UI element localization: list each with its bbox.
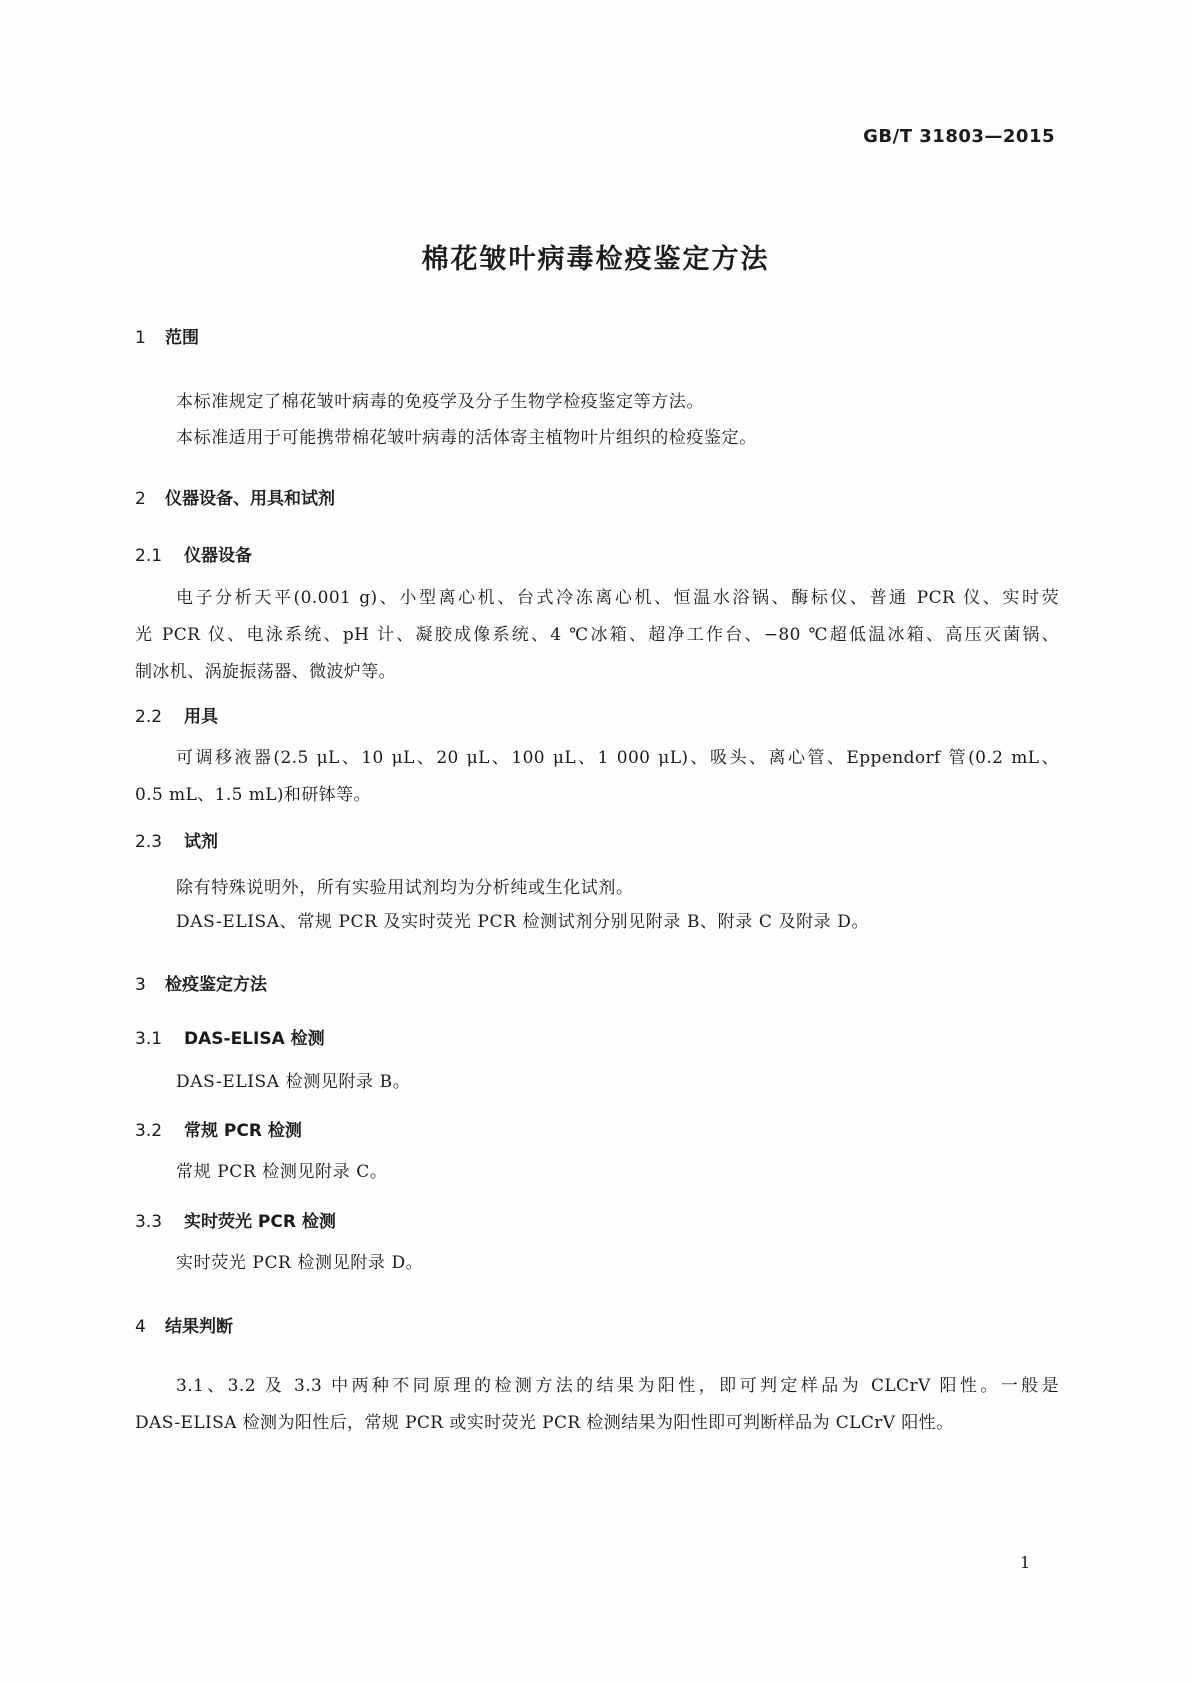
paragraph: 除有特殊说明外，所有实验用试剂均为分析纯或生化试剂。 [176,878,634,898]
subsection-number: 3.2 [135,1121,163,1141]
section-title: 结果判断 [165,1317,233,1337]
section-1-heading [135,323,199,348]
subsection-3-1-heading [135,1024,325,1049]
paragraph: 常规 PCR 检测见附录 C。 [176,1162,388,1182]
text-line: 电子分析天平(0.001 g)、小型离心机、台式冷冻离心机、恒温水浴锅、酶标仪、普通 PCR 仪、实时荧 [176,588,1059,608]
paragraph: 实时荧光 PCR 检测见附录 D。 [176,1253,424,1273]
subsection-number: 2.2 [135,707,163,727]
subsection-3-2-heading [135,1116,302,1141]
subsection-2-2-heading [135,702,218,727]
section-title: 范围 [165,328,199,348]
paragraph: 本标准规定了棉花皱叶病毒的免疫学及分子生物学检疫鉴定等方法。 [176,392,704,412]
subsection-2-1-heading [135,541,252,566]
paragraph: DAS-ELISA 检测见附录 B。 [176,1072,411,1092]
text-line: 制冰机、涡旋振荡器、微波炉等。 [135,662,396,682]
section-number: 3 [135,975,146,995]
text-line: 可调移液器(2.5 μL、10 μL、20 μL、100 μL、1 000 μL)、吸头、离心管、Eppendorf 管(0.2 mL、 [176,748,1059,768]
text-line: 0.5 mL、1.5 mL)和研钵等。 [135,785,371,805]
standard-code: GB/T 31803—2015 [863,126,1055,147]
subsection-number: 3.1 [135,1029,163,1049]
subsection-title: 仪器设备 [184,546,252,566]
paragraph-result [135,1368,1059,1442]
section-title: 仪器设备、用具和试剂 [165,489,335,509]
section-2-heading [135,484,335,509]
page-number: 1 [1020,1553,1031,1572]
section-title: 检疫鉴定方法 [165,975,267,995]
text-line: 3.1、3.2 及 3.3 中两种不同原理的检测方法的结果为阳性，即可判定样品为 CLCrV 阳性。一般是 [176,1376,1059,1396]
section-4-heading [135,1312,233,1337]
subsection-3-3-heading [135,1207,336,1232]
section-number: 2 [135,489,146,509]
subsection-title: 用具 [184,707,218,727]
paragraph-instruments [135,580,1059,691]
paragraph: DAS-ELISA、常规 PCR 及实时荧光 PCR 检测试剂分别见附录 B、附录 C 及附录 D。 [176,912,870,932]
text-line: 光 PCR 仪、电泳系统、pH 计、凝胶成像系统、4 ℃冰箱、超净工作台、−80 ℃超低温冰箱、高压灭菌锅、 [135,625,1059,645]
paragraph-tools [135,740,1059,814]
paragraph: 本标准适用于可能携带棉花皱叶病毒的活体寄主植物叶片组织的检疫鉴定。 [176,428,757,448]
text-line: DAS-ELISA 检测为阳性后，常规 PCR 或实时荧光 PCR 检测结果为阳性即可判断样品为 CLCrV 阳性。 [135,1413,954,1433]
subsection-title: 试剂 [184,832,218,852]
subsection-number: 2.1 [135,546,163,566]
subsection-number: 2.3 [135,832,163,852]
document-title: 棉花皱叶病毒检疫鉴定方法 [421,244,770,275]
subsection-title: 常规 PCR 检测 [184,1121,302,1141]
subsection-2-3-heading [135,827,218,852]
subsection-title: 实时荧光 PCR 检测 [184,1212,336,1232]
section-number: 1 [135,328,146,348]
section-number: 4 [135,1317,146,1337]
subsection-title: DAS-ELISA 检测 [184,1029,325,1049]
subsection-number: 3.3 [135,1212,163,1232]
section-3-heading [135,970,267,995]
